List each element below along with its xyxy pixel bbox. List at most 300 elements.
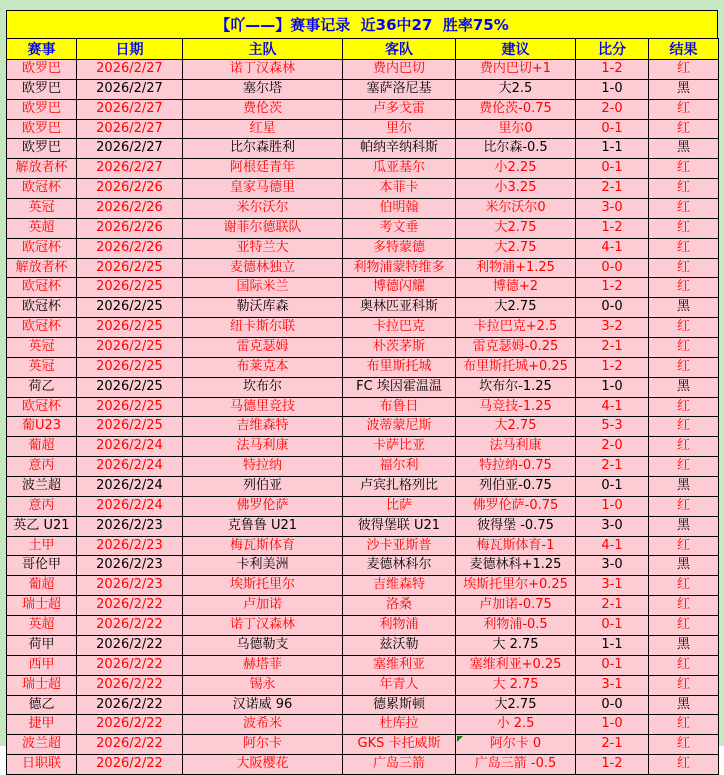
cell-home[interactable]: 勒沃库森 (183, 298, 343, 318)
cell-away[interactable]: 朴茨茅斯 (343, 338, 456, 358)
cell-tip[interactable]: 利物浦+1.25 (456, 258, 576, 278)
cell-tip[interactable]: 费伦茨-0.75 (456, 99, 576, 119)
cell-result[interactable]: 红 (649, 119, 719, 139)
cell-score[interactable]: 3-0 (576, 516, 649, 536)
cell-date[interactable]: 2026/2/24 (77, 496, 183, 516)
cell-score[interactable]: 4-1 (576, 397, 649, 417)
cell-tip[interactable]: 布里斯托城+0.25 (456, 357, 576, 377)
cell-result[interactable]: 黑 (649, 695, 719, 715)
table-header (7, 39, 719, 60)
cell-tip[interactable]: 大2.75 (456, 238, 576, 258)
cell-result[interactable]: 红 (649, 417, 719, 437)
cell-away[interactable]: 卡萨比亚 (343, 437, 456, 457)
cell-date[interactable]: 2026/2/27 (77, 60, 183, 80)
cell-league[interactable]: 葡超 (7, 437, 77, 457)
cell-result[interactable]: 红 (649, 596, 719, 616)
table-row (7, 496, 719, 516)
cell-tip[interactable]: 阿尔卡 0 (456, 735, 576, 755)
table-row (7, 318, 719, 338)
cell-result[interactable]: 黑 (649, 556, 719, 576)
cell-league[interactable]: 葡超 (7, 576, 77, 596)
cell-tip[interactable]: 坎布尔-1.25 (456, 377, 576, 397)
cell-home[interactable]: 皇家马德里 (183, 179, 343, 199)
cell-tip[interactable]: 彼得堡 -0.75 (456, 516, 576, 536)
cell-league[interactable]: 土甲 (7, 536, 77, 556)
cell-result[interactable]: 红 (649, 159, 719, 179)
cell-score[interactable]: 1-1 (576, 139, 649, 159)
table-row (7, 596, 719, 616)
cell-tip[interactable]: 大2.5 (456, 79, 576, 99)
cell-home[interactable]: 乌德勒支 (183, 635, 343, 655)
cell-date[interactable]: 2026/2/27 (77, 139, 183, 159)
cell-date[interactable]: 2026/2/24 (77, 457, 183, 477)
cell-tip[interactable]: 比尔森-0.5 (456, 139, 576, 159)
cell-league[interactable]: 波兰超 (7, 735, 77, 755)
cell-date[interactable]: 2026/2/22 (77, 655, 183, 675)
cell-league[interactable]: 瑞士超 (7, 675, 77, 695)
cell-result[interactable]: 红 (649, 199, 719, 219)
cell-result[interactable]: 红 (649, 496, 719, 516)
cell-away[interactable]: 瓜亚基尔 (343, 159, 456, 179)
cell-league[interactable]: 西甲 (7, 655, 77, 675)
cell-away[interactable]: 德累斯顿 (343, 695, 456, 715)
cell-league[interactable]: 英冠 (7, 357, 77, 377)
cell-result[interactable]: 红 (649, 675, 719, 695)
cell-tip[interactable]: 大2.75 (456, 695, 576, 715)
cell-tip[interactable]: 麦德林科+1.25 (456, 556, 576, 576)
cell-league[interactable]: 解放者杯 (7, 159, 77, 179)
cell-date[interactable]: 2026/2/25 (77, 318, 183, 338)
cell-league[interactable]: 英超 (7, 616, 77, 636)
cell-home[interactable]: 坎布尔 (183, 377, 343, 397)
cell-away[interactable]: 年青人 (343, 675, 456, 695)
cell-result[interactable]: 红 (649, 218, 719, 238)
cell-home[interactable]: 亚特兰大 (183, 238, 343, 258)
cell-date[interactable]: 2026/2/22 (77, 616, 183, 636)
cell-league[interactable]: 欧罗巴 (7, 60, 77, 80)
cell-date[interactable]: 2026/2/22 (77, 596, 183, 616)
cell-home[interactable]: 法马利康 (183, 437, 343, 457)
cell-home[interactable]: 特拉纳 (183, 457, 343, 477)
cell-away[interactable]: 塞萨洛尼基 (343, 79, 456, 99)
cell-score[interactable]: 2-1 (576, 179, 649, 199)
title-bar (6, 10, 718, 38)
cell-home[interactable]: 列伯亚 (183, 477, 343, 497)
cell-away[interactable]: 波蒂蒙尼斯 (343, 417, 456, 437)
cell-tip[interactable]: 里尔0 (456, 119, 576, 139)
cell-league[interactable]: 欧冠杯 (7, 278, 77, 298)
cell-away[interactable]: 沙卡亚斯普 (343, 536, 456, 556)
cell-date[interactable]: 2026/2/27 (77, 79, 183, 99)
cell-away[interactable]: 彼得堡联 U21 (343, 516, 456, 536)
cell-result[interactable]: 红 (649, 99, 719, 119)
cell-result[interactable]: 红 (649, 616, 719, 636)
cell-result[interactable]: 红 (649, 655, 719, 675)
cell-date[interactable]: 2026/2/25 (77, 278, 183, 298)
cell-league[interactable]: 德乙 (7, 695, 77, 715)
cell-home[interactable]: 谢菲尔德联队 (183, 218, 343, 238)
table-row (7, 60, 719, 80)
cell-tip[interactable]: 列伯亚-0.75 (456, 477, 576, 497)
table-row (7, 715, 719, 735)
cell-date[interactable]: 2026/2/25 (77, 357, 183, 377)
table-row (7, 179, 719, 199)
cell-home[interactable]: 卡利美洲 (183, 556, 343, 576)
cell-home[interactable]: 吉维森特 (183, 417, 343, 437)
cell-score[interactable]: 0-0 (576, 258, 649, 278)
table-row (7, 755, 719, 775)
cell-date[interactable]: 2026/2/26 (77, 238, 183, 258)
cell-league[interactable]: 意丙 (7, 457, 77, 477)
cell-date[interactable]: 2026/2/27 (77, 99, 183, 119)
cell-tip[interactable]: 马竞技-1.25 (456, 397, 576, 417)
table-row (7, 635, 719, 655)
cell-tip[interactable]: 塞维利亚+0.25 (456, 655, 576, 675)
table-row (7, 457, 719, 477)
cell-away[interactable]: 福尔利 (343, 457, 456, 477)
table-row (7, 655, 719, 675)
cell-home[interactable]: 诺丁汉森林 (183, 616, 343, 636)
cell-away[interactable]: 麦德林科尔 (343, 556, 456, 576)
cell-score[interactable]: 2-1 (576, 596, 649, 616)
cell-league[interactable]: 荷甲 (7, 635, 77, 655)
cell-score[interactable]: 2-0 (576, 437, 649, 457)
column-header-league[interactable]: 赛事 (7, 39, 77, 60)
cell-result[interactable]: 红 (649, 755, 719, 775)
cell-score[interactable]: 1-2 (576, 60, 649, 80)
comment-indicator (457, 736, 463, 742)
cell-league[interactable]: 欧冠杯 (7, 318, 77, 338)
cell-away[interactable]: 比萨 (343, 496, 456, 516)
table-row (7, 357, 719, 377)
cell-away[interactable]: 布鲁日 (343, 397, 456, 417)
cell-home[interactable]: 布莱克本 (183, 357, 343, 377)
cell-away[interactable]: 里尔 (343, 119, 456, 139)
cell-date[interactable]: 2026/2/27 (77, 119, 183, 139)
cell-score[interactable]: 3-0 (576, 556, 649, 576)
table-row (7, 616, 719, 636)
table-row (7, 258, 719, 278)
cell-score[interactable]: 1-0 (576, 715, 649, 735)
cell-date[interactable]: 2026/2/22 (77, 715, 183, 735)
cell-score[interactable]: 1-2 (576, 278, 649, 298)
cell-result[interactable]: 红 (649, 735, 719, 755)
cell-score[interactable]: 3-0 (576, 199, 649, 219)
header-row (7, 39, 719, 60)
cell-score[interactable]: 1-2 (576, 755, 649, 775)
cell-tip[interactable]: 大2.75 (456, 298, 576, 318)
cell-date[interactable]: 2026/2/23 (77, 556, 183, 576)
cell-score[interactable]: 3-2 (576, 318, 649, 338)
cell-league[interactable]: 英乙 U21 (7, 516, 77, 536)
cell-away[interactable]: 多特蒙德 (343, 238, 456, 258)
cell-away[interactable]: GKS 卡托威斯 (343, 735, 456, 755)
cell-league[interactable]: 欧冠杯 (7, 179, 77, 199)
cell-home[interactable]: 塞尔塔 (183, 79, 343, 99)
cell-home[interactable]: 锡永 (183, 675, 343, 695)
cell-date[interactable]: 2026/2/26 (77, 199, 183, 219)
cell-league[interactable]: 欧罗巴 (7, 119, 77, 139)
cell-score[interactable]: 0-1 (576, 159, 649, 179)
column-header-score[interactable]: 比分 (576, 39, 649, 60)
cell-result[interactable]: 黑 (649, 377, 719, 397)
cell-league[interactable]: 英冠 (7, 199, 77, 219)
table-row (7, 417, 719, 437)
cell-tip[interactable]: 广岛三箭 -0.5 (456, 755, 576, 775)
cell-result[interactable]: 红 (649, 60, 719, 80)
cell-league[interactable]: 日职联 (7, 755, 77, 775)
column-header-tip[interactable]: 建议 (456, 39, 576, 60)
cell-tip[interactable]: 博德+2 (456, 278, 576, 298)
cell-away[interactable]: 卢多戈雷 (343, 99, 456, 119)
table-row (7, 79, 719, 99)
table-row (7, 218, 719, 238)
cell-away[interactable]: 费内巴切 (343, 60, 456, 80)
cell-tip[interactable]: 米尔沃尔0 (456, 199, 576, 219)
cell-home[interactable]: 克鲁鲁 U21 (183, 516, 343, 536)
cell-away[interactable]: 利物浦 (343, 616, 456, 636)
cell-date[interactable]: 2026/2/25 (77, 258, 183, 278)
cell-date[interactable]: 2026/2/25 (77, 298, 183, 318)
table-row (7, 397, 719, 417)
table-row (7, 675, 719, 695)
cell-away[interactable]: 塞维利亚 (343, 655, 456, 675)
cell-score[interactable]: 1-2 (576, 357, 649, 377)
cell-league[interactable]: 欧冠杯 (7, 238, 77, 258)
cell-score[interactable]: 0-0 (576, 695, 649, 715)
table-row (7, 278, 719, 298)
cell-tip[interactable]: 佛罗伦萨-0.75 (456, 496, 576, 516)
cell-away[interactable]: 布里斯托城 (343, 357, 456, 377)
cell-result[interactable]: 红 (649, 715, 719, 735)
cell-tip[interactable]: 大 2.75 (456, 675, 576, 695)
cell-result[interactable]: 黑 (649, 516, 719, 536)
cell-tip[interactable]: 小2.25 (456, 159, 576, 179)
cell-home[interactable]: 大阪樱花 (183, 755, 343, 775)
cell-result[interactable]: 红 (649, 437, 719, 457)
cell-home[interactable]: 红星 (183, 119, 343, 139)
records-table (6, 38, 719, 775)
cell-league[interactable]: 欧罗巴 (7, 79, 77, 99)
cell-result[interactable]: 红 (649, 258, 719, 278)
cell-score[interactable]: 5-3 (576, 417, 649, 437)
cell-home[interactable]: 纽卡斯尔联 (183, 318, 343, 338)
cell-score[interactable]: 2-1 (576, 457, 649, 477)
cell-league[interactable]: 哥伦甲 (7, 556, 77, 576)
table-row (7, 298, 719, 318)
cell-league[interactable]: 意丙 (7, 496, 77, 516)
cell-tip[interactable]: 利物浦-0.5 (456, 616, 576, 636)
cell-league[interactable]: 英冠 (7, 338, 77, 358)
cell-score[interactable]: 2-1 (576, 735, 649, 755)
table-row (7, 199, 719, 219)
table-row (7, 238, 719, 258)
cell-result[interactable]: 红 (649, 338, 719, 358)
cell-league[interactable]: 解放者杯 (7, 258, 77, 278)
cell-away[interactable]: 帕纳辛纳科斯 (343, 139, 456, 159)
cell-score[interactable]: 1-2 (576, 218, 649, 238)
table-row (7, 576, 719, 596)
cell-league[interactable]: 捷甲 (7, 715, 77, 735)
cell-away[interactable]: 杜库拉 (343, 715, 456, 735)
cell-date[interactable]: 2026/2/22 (77, 695, 183, 715)
cell-score[interactable]: 1-1 (576, 635, 649, 655)
cell-date[interactable]: 2026/2/23 (77, 576, 183, 596)
cell-date[interactable]: 2026/2/25 (77, 397, 183, 417)
cell-league[interactable]: 波兰超 (7, 477, 77, 497)
cell-result[interactable]: 红 (649, 576, 719, 596)
table-row (7, 377, 719, 397)
cell-score[interactable]: 0-1 (576, 477, 649, 497)
table-row (7, 735, 719, 755)
cell-league[interactable]: 英超 (7, 218, 77, 238)
cell-league[interactable]: 瑞士超 (7, 596, 77, 616)
cell-date[interactable]: 2026/2/25 (77, 377, 183, 397)
cell-away[interactable]: 卢宾扎格列比 (343, 477, 456, 497)
cell-home[interactable]: 波希米 (183, 715, 343, 735)
cell-home[interactable]: 赫塔菲 (183, 655, 343, 675)
cell-home[interactable]: 卢加诺 (183, 596, 343, 616)
table-row (7, 119, 719, 139)
cell-score[interactable]: 1-0 (576, 496, 649, 516)
cell-date[interactable]: 2026/2/24 (77, 477, 183, 497)
cell-home[interactable]: 比尔森胜利 (183, 139, 343, 159)
cell-home[interactable]: 米尔沃尔 (183, 199, 343, 219)
cell-result[interactable]: 红 (649, 536, 719, 556)
cell-away[interactable]: 博德闪耀 (343, 278, 456, 298)
table-row (7, 516, 719, 536)
cell-league[interactable]: 葡U23 (7, 417, 77, 437)
cell-home[interactable]: 埃斯托里尔 (183, 576, 343, 596)
cell-home[interactable]: 雷克瑟姆 (183, 338, 343, 358)
cell-date[interactable]: 2026/2/23 (77, 516, 183, 536)
cell-date[interactable]: 2026/2/22 (77, 675, 183, 695)
table-row (7, 338, 719, 358)
cell-result[interactable]: 黑 (649, 477, 719, 497)
cell-date[interactable]: 2026/2/25 (77, 338, 183, 358)
cell-result[interactable]: 黑 (649, 79, 719, 99)
cell-away[interactable]: 奥林匹亚科斯 (343, 298, 456, 318)
column-header-date[interactable]: 日期 (77, 39, 183, 60)
cell-league[interactable]: 荷乙 (7, 377, 77, 397)
cell-tip[interactable]: 大2.75 (456, 218, 576, 238)
cell-result[interactable]: 黑 (649, 635, 719, 655)
cell-result[interactable]: 黑 (649, 139, 719, 159)
cell-result[interactable]: 红 (649, 238, 719, 258)
cell-result[interactable]: 红 (649, 397, 719, 417)
table-row (7, 159, 719, 179)
cell-score[interactable]: 2-1 (576, 338, 649, 358)
table-row (7, 99, 719, 119)
page-title: 【吖——】赛事记录 近36中27 胜率75% (215, 16, 509, 34)
cell-result[interactable]: 黑 (649, 298, 719, 318)
cell-score[interactable]: 3-1 (576, 576, 649, 596)
cell-date[interactable]: 2026/2/27 (77, 159, 183, 179)
cell-tip[interactable]: 卢加诺-0.75 (456, 596, 576, 616)
cell-tip[interactable]: 小 2.5 (456, 715, 576, 735)
cell-home[interactable]: 佛罗伦萨 (183, 496, 343, 516)
cell-home[interactable]: 梅瓦斯体育 (183, 536, 343, 556)
cell-home[interactable]: 汉诺威 96 (183, 695, 343, 715)
cell-tip[interactable]: 埃斯托里尔+0.25 (456, 576, 576, 596)
cell-away[interactable]: 洛桑 (343, 596, 456, 616)
cell-home[interactable]: 马德里竞技 (183, 397, 343, 417)
cell-away[interactable]: 卡拉巴克 (343, 318, 456, 338)
column-header-result[interactable]: 结果 (649, 39, 719, 60)
table-row (7, 139, 719, 159)
cell-score[interactable]: 1-0 (576, 377, 649, 397)
cell-date[interactable]: 2026/2/24 (77, 437, 183, 457)
column-header-home[interactable]: 主队 (183, 39, 343, 60)
table-body (7, 60, 719, 775)
cell-date[interactable]: 2026/2/22 (77, 635, 183, 655)
cell-score[interactable]: 4-1 (576, 536, 649, 556)
cell-home[interactable]: 费伦茨 (183, 99, 343, 119)
cell-home[interactable]: 阿尔卡 (183, 735, 343, 755)
cell-score[interactable]: 0-1 (576, 616, 649, 636)
cell-tip[interactable]: 费内巴切+1 (456, 60, 576, 80)
cell-tip[interactable]: 小3.25 (456, 179, 576, 199)
cell-league[interactable]: 欧罗巴 (7, 139, 77, 159)
cell-date[interactable]: 2026/2/22 (77, 755, 183, 775)
cell-score[interactable]: 0-0 (576, 298, 649, 318)
cell-date[interactable]: 2026/2/23 (77, 536, 183, 556)
cell-away[interactable]: 考文垂 (343, 218, 456, 238)
cell-away[interactable]: 本菲卡 (343, 179, 456, 199)
cell-away[interactable]: FC 埃因霍温温 (343, 377, 456, 397)
cell-home[interactable]: 阿根廷青年 (183, 159, 343, 179)
cell-date[interactable]: 2026/2/26 (77, 179, 183, 199)
cell-score[interactable]: 1-0 (576, 79, 649, 99)
cell-tip[interactable]: 梅瓦斯体育-1 (456, 536, 576, 556)
cell-tip[interactable]: 大 2.75 (456, 635, 576, 655)
cell-result[interactable]: 红 (649, 457, 719, 477)
cell-result[interactable]: 红 (649, 318, 719, 338)
table-row (7, 437, 719, 457)
cell-away[interactable]: 利物浦蒙特维多 (343, 258, 456, 278)
cell-home[interactable]: 国际米兰 (183, 278, 343, 298)
cell-result[interactable]: 红 (649, 179, 719, 199)
cell-away[interactable]: 广岛三箭 (343, 755, 456, 775)
cell-date[interactable]: 2026/2/22 (77, 735, 183, 755)
cell-tip[interactable]: 法马利康 (456, 437, 576, 457)
cell-score[interactable]: 3-1 (576, 675, 649, 695)
cell-score[interactable]: 2-0 (576, 99, 649, 119)
cell-away[interactable]: 伯明翰 (343, 199, 456, 219)
cell-score[interactable]: 0-1 (576, 119, 649, 139)
cell-score[interactable]: 0-1 (576, 655, 649, 675)
cell-result[interactable]: 红 (649, 357, 719, 377)
cell-tip[interactable]: 大2.75 (456, 417, 576, 437)
table-row (7, 695, 719, 715)
cell-home[interactable]: 诺丁汉森林 (183, 60, 343, 80)
column-header-away[interactable]: 客队 (343, 39, 456, 60)
cell-away[interactable]: 兹沃勒 (343, 635, 456, 655)
cell-score[interactable]: 4-1 (576, 238, 649, 258)
cell-away[interactable]: 吉维森特 (343, 576, 456, 596)
cell-tip[interactable]: 雷克瑟姆-0.25 (456, 338, 576, 358)
cell-league[interactable]: 欧冠杯 (7, 397, 77, 417)
table-row (7, 556, 719, 576)
cell-tip[interactable]: 特拉纳-0.75 (456, 457, 576, 477)
cell-league[interactable]: 欧冠杯 (7, 298, 77, 318)
cell-league[interactable]: 欧罗巴 (7, 99, 77, 119)
cell-result[interactable]: 红 (649, 278, 719, 298)
cell-home[interactable]: 麦德林独立 (183, 258, 343, 278)
cell-date[interactable]: 2026/2/25 (77, 417, 183, 437)
cell-tip[interactable]: 卡拉巴克+2.5 (456, 318, 576, 338)
cell-date[interactable]: 2026/2/26 (77, 218, 183, 238)
